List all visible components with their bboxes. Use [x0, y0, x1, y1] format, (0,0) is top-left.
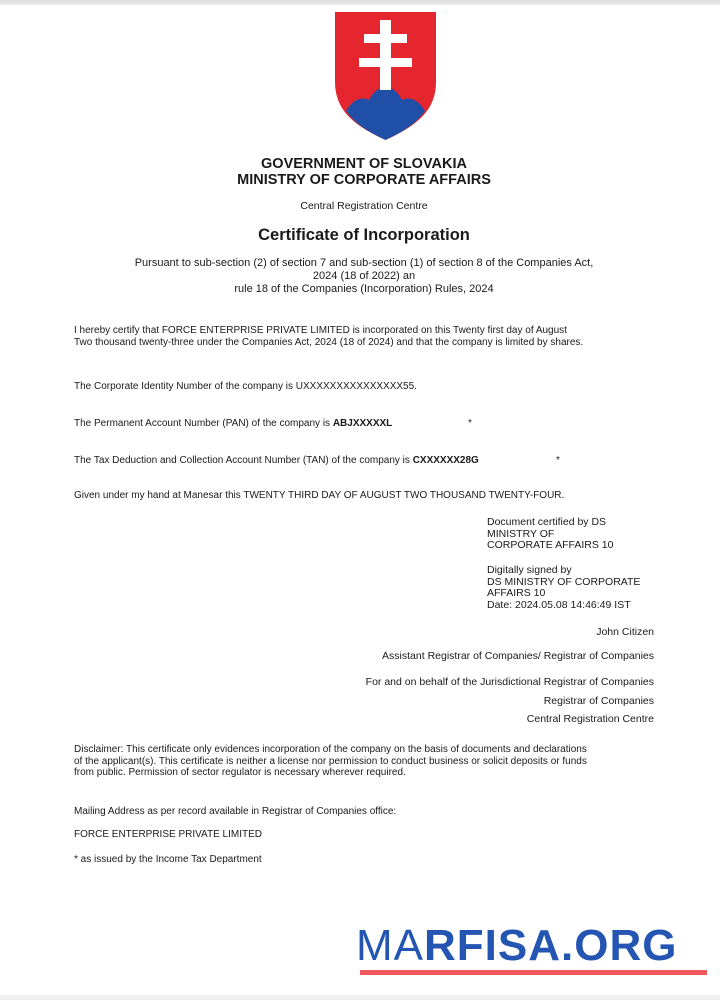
pursuant-line: rule 18 of the Companies (Incorporation) Rules, 2024: [234, 283, 494, 295]
digital-signature-block: [487, 565, 640, 611]
footnote: * as issued by the Income Tax Department: [74, 854, 262, 865]
pan-value: ABJXXXXXL: [332, 418, 393, 429]
certified-line: Document certified by DS: [487, 516, 607, 528]
slovak-coat-of-arms-icon: [334, 12, 437, 140]
bottom-edge: [0, 995, 720, 1000]
registrar-line: Registrar of Companies: [543, 695, 654, 707]
mailing-company-name: FORCE ENTERPRISE PRIVATE LIMITED: [74, 829, 262, 840]
tan-footnote-marker: *: [556, 455, 560, 466]
pursuant-line: 2024 (18 of 2022) an: [312, 270, 416, 282]
pan-footnote-marker: *: [468, 418, 472, 429]
centre-line: Central Registration Centre: [526, 713, 654, 725]
centre-subheading: Central Registration Centre: [300, 200, 428, 212]
watermark-text-bold: RFISA.ORG: [424, 921, 678, 970]
certified-line: CORPORATE AFFAIRS 10: [487, 539, 614, 551]
pursuant-line: Pursuant to sub-section (2) of section 7 and sub-section (1) of section 8 of the Companies Act,: [134, 257, 594, 269]
certificate-title: Certificate of Incorporation: [258, 226, 470, 244]
disclaimer-line: of the applicant(s). This certificate is neither a license nor permission to conduct business or solicit deposits or funds: [74, 755, 587, 767]
government-heading: GOVERNMENT OF SLOVAKIA: [261, 156, 467, 172]
issuing-authority: [0, 156, 720, 188]
signatory-role: Assistant Registrar of Companies/ Registrar of Companies: [382, 650, 654, 662]
pursuant-clause: [0, 257, 720, 296]
pan-label: The Permanent Account Number (PAN) of the company is: [74, 418, 333, 429]
ministry-heading: MINISTRY OF CORPORATE AFFAIRS: [237, 172, 491, 188]
signed-line: AFFAIRS 10: [487, 587, 546, 599]
pan-statement: [74, 418, 392, 430]
given-under-hand: Given under my hand at Manesar this TWENTY THIRD DAY OF AUGUST TWO THOUSAND TWENTY-FOUR.: [74, 490, 565, 501]
certification-statement: [74, 325, 583, 348]
statement-line: I hereby certify that FORCE ENTERPRISE PRIVATE LIMITED is incorporated on this Twenty first day of August: [74, 325, 567, 336]
watermark-logo: [356, 920, 677, 972]
top-edge: [0, 0, 720, 5]
tan-statement: [74, 455, 479, 467]
signatory-name: John Citizen: [596, 626, 654, 638]
signature-date: Date: 2024.05.08 14:46:49 IST: [487, 598, 631, 611]
on-behalf-line: For and on behalf of the Jurisdictional Registrar of Companies: [365, 676, 654, 688]
disclaimer-line: Disclaimer: This certificate only evidences incorporation of the company on the basis of documents and declarations: [74, 744, 587, 755]
watermark-underline: [360, 970, 707, 975]
certified-line: MINISTRY OF: [487, 527, 555, 540]
certified-by-block: [487, 517, 613, 552]
disclaimer-line: from public. Permission of sector regulator is necessary wherever required.: [74, 767, 406, 778]
statement-line: Two thousand twenty-three under the Companies Act, 2024 (18 of 2024) and that the company is limited by shares.: [74, 336, 584, 348]
signed-line: Digitally signed by: [487, 564, 572, 576]
tan-label: The Tax Deduction and Collection Account Number (TAN) of the company is: [74, 455, 413, 466]
disclaimer: [74, 744, 587, 779]
cin-statement: The Corporate Identity Number of the company is UXXXXXXXXXXXXXXX55.: [74, 381, 417, 392]
mailing-address-label: Mailing Address as per record available in Registrar of Companies office:: [74, 806, 397, 817]
tan-value: CXXXXXX28G: [412, 455, 479, 466]
signed-line: DS MINISTRY OF CORPORATE: [487, 575, 641, 588]
watermark-text-light: MA: [356, 921, 424, 970]
